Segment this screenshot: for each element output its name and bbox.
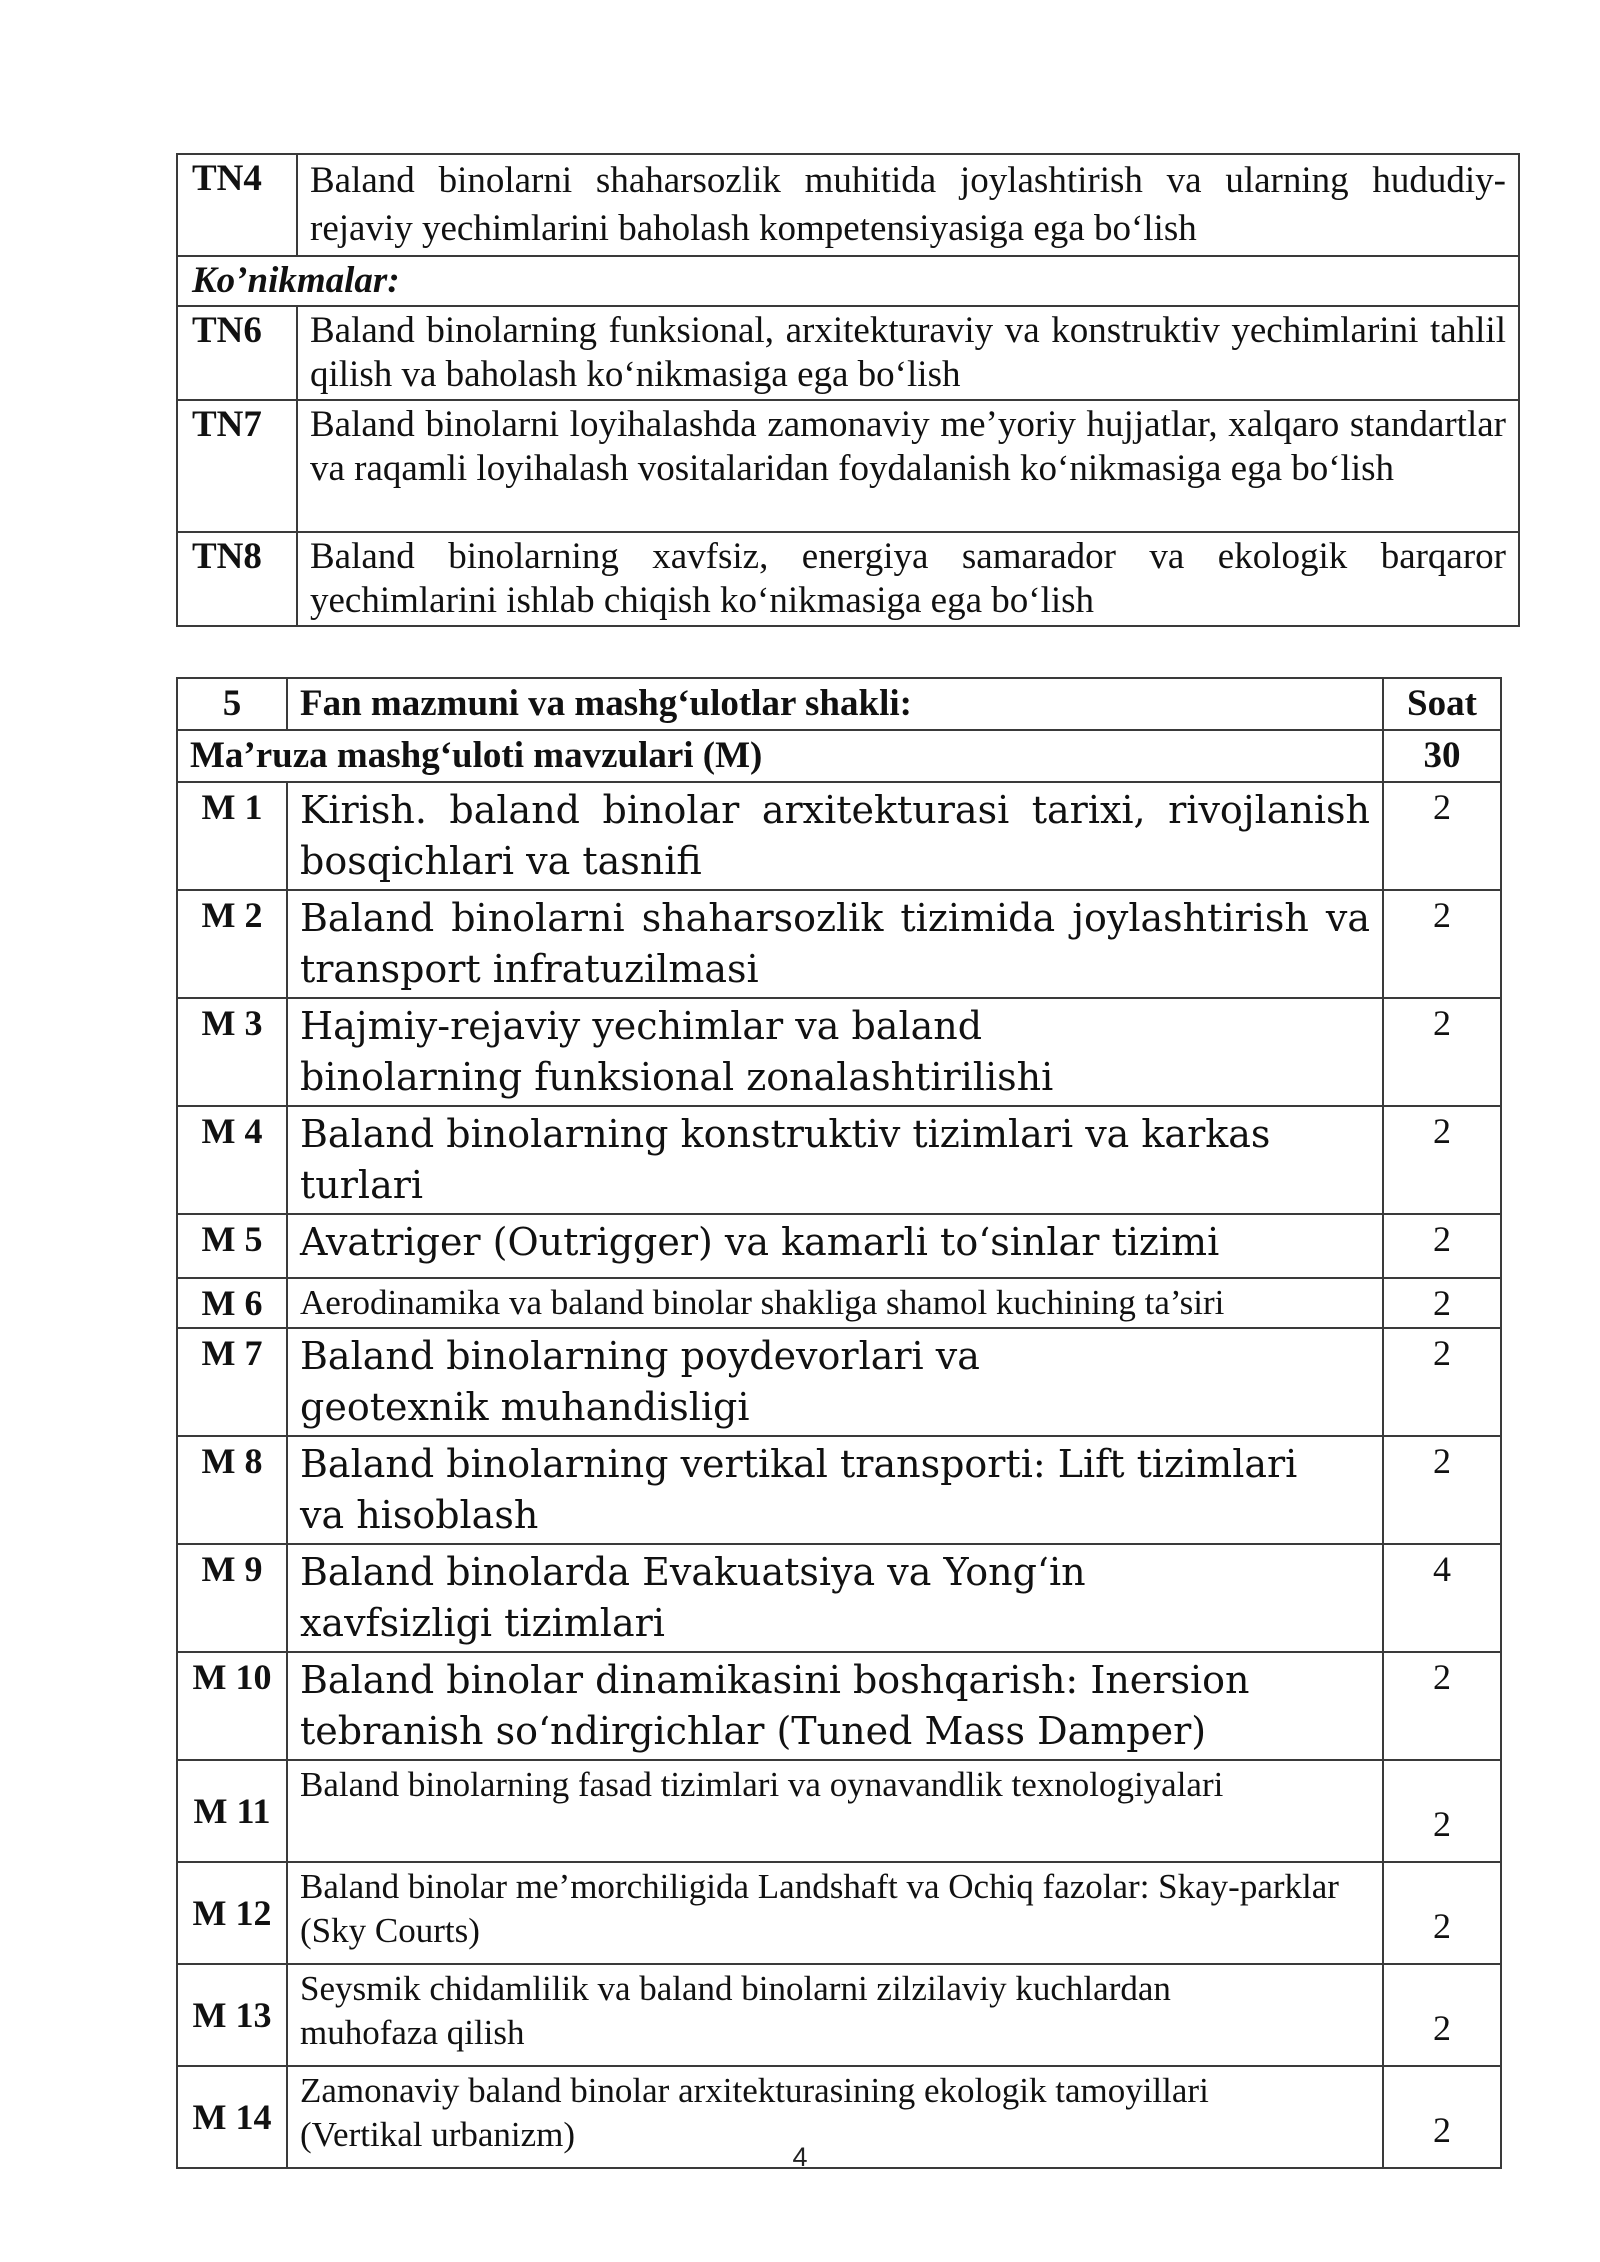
page-number: 4 [792,2142,808,2172]
topic-title: Seysmik chidamlilik va baland binolarni zilzilaviy kuchlardan muhofaza qilish [287,1964,1383,2066]
topic-hours: 2 [1383,1652,1501,1760]
header-row [177,678,1501,730]
lecture-topics-title: Ma’ruza mashg‘uloti mavzulari (M) [177,730,1383,782]
topic-number: M 6 [177,1278,287,1328]
competency-text: Baland binolarni loyihalashda zamonaviy me’yoriy hujjatlar, xalqaro standartlar va raqamli loyihalash vositalaridan foydalanish ko‘nikmasiga ega bo‘lish [297,400,1519,532]
table-row [177,1436,1501,1544]
topic-number: M 5 [177,1214,287,1278]
topic-title: Baland binolarning konstruktiv tizimlari va karkas turlari [287,1106,1383,1214]
topic-hours: 2 [1383,1760,1501,1862]
section-title: Fan mazmuni va mashg‘ulotlar shakli: [287,678,1383,730]
table-row [177,400,1519,532]
subheader-row [177,730,1501,782]
topic-hours: 2 [1383,890,1501,998]
table-row [177,1278,1501,1328]
topic-number: M 1 [177,782,287,890]
table-row [177,532,1519,626]
table-row [177,1328,1501,1436]
topic-number: M 14 [177,2066,287,2168]
topic-hours: 2 [1383,1436,1501,1544]
table-row [177,1964,1501,2066]
total-hours: 30 [1383,730,1501,782]
topic-hours: 2 [1383,1964,1501,2066]
table-row [177,154,1519,256]
topic-number: M 2 [177,890,287,998]
topic-title: Baland binolarda Evakuatsiya va Yong‘in xavfsizligi tizimlari [287,1544,1383,1652]
topic-title: Baland binolar me’morchiligida Landshaft va Ochiq fazolar: Skay-parklar (Sky Courts) [287,1862,1383,1964]
lecture-topics-table [176,677,1502,2169]
topic-title: Baland binolar dinamikasini boshqarish: Inersion tebranish so‘ndirgichlar (Tuned Mass Damper) [287,1652,1383,1760]
competency-text: Baland binolarning funksional, arxitekturaviy va konstruktiv yechimlarini tahlil qilish va baholash ko‘nikmasiga ega bo‘lish [297,306,1519,400]
topic-title: Baland binolarning fasad tizimlari va oynavandlik texnologiyalari [287,1760,1383,1862]
table-row [177,306,1519,400]
topic-hours: 2 [1383,1328,1501,1436]
topic-hours: 2 [1383,998,1501,1106]
topic-hours: 2 [1383,1278,1501,1328]
table-row [177,1106,1501,1214]
table-row [177,1760,1501,1862]
topic-hours: 2 [1383,1862,1501,1964]
topic-number: M 13 [177,1964,287,2066]
hours-header: Soat [1383,678,1501,730]
competency-text: Baland binolarning xavfsiz, energiya samarador va ekologik barqaror yechimlarini ishlab chiqish ko‘nikmasiga ega bo‘lish [297,532,1519,626]
topic-number: M 12 [177,1862,287,1964]
topic-title: Baland binolarni shaharsozlik tizimida joylashtirish va transport infratuzilmasi [287,890,1383,998]
table-row [177,890,1501,998]
topic-title: Aerodinamika va baland binolar shakliga shamol kuchining ta’siri [287,1278,1383,1328]
topic-title: Avatriger (Outrigger) va kamarli to‘sinlar tizimi [287,1214,1383,1278]
topic-title: Baland binolarning vertikal transporti: Lift tizimlari va hisoblash [287,1436,1383,1544]
competency-code: TN6 [177,306,297,400]
competency-code: TN8 [177,532,297,626]
topic-hours: 2 [1383,1106,1501,1214]
table-row [177,1862,1501,1964]
section-number: 5 [177,678,287,730]
topic-title: Kirish. baland binolar arxitekturasi tarixi, rivojlanish bosqichlari va tasnifi [287,782,1383,890]
section-row [177,256,1519,306]
topic-title: Zamonaviy baland binolar arxitekturasining ekologik tamoyillari (Vertikal urbanizm) [287,2066,1383,2168]
topic-number: M 7 [177,1328,287,1436]
table-row [177,782,1501,890]
table-row [177,1214,1501,1278]
topic-title: Baland binolarning poydevorlari va geotexnik muhandisligi [287,1328,1383,1436]
competency-code: TN4 [177,154,297,256]
topic-title: Hajmiy-rejaviy yechimlar va baland binolarning funksional zonalashtirilishi [287,998,1383,1106]
topic-number: M 10 [177,1652,287,1760]
topic-hours: 2 [1383,2066,1501,2168]
competency-text: Baland binolarni shaharsozlik muhitida joylashtirish va ularning hududiy-rejaviy yechimlarini baholash kompetensiyasiga ega bo‘lish [297,154,1519,256]
topic-hours: 4 [1383,1544,1501,1652]
topic-number: M 11 [177,1760,287,1862]
topic-number: M 8 [177,1436,287,1544]
topic-number: M 3 [177,998,287,1106]
table-row [177,1652,1501,1760]
topic-number: M 9 [177,1544,287,1652]
table-row [177,1544,1501,1652]
table-row [177,998,1501,1106]
topic-hours: 2 [1383,1214,1501,1278]
section-title: Ko’nikmalar: [177,256,1519,306]
topic-hours: 2 [1383,782,1501,890]
competency-code: TN7 [177,400,297,532]
competencies-table [176,153,1520,627]
topic-number: M 4 [177,1106,287,1214]
